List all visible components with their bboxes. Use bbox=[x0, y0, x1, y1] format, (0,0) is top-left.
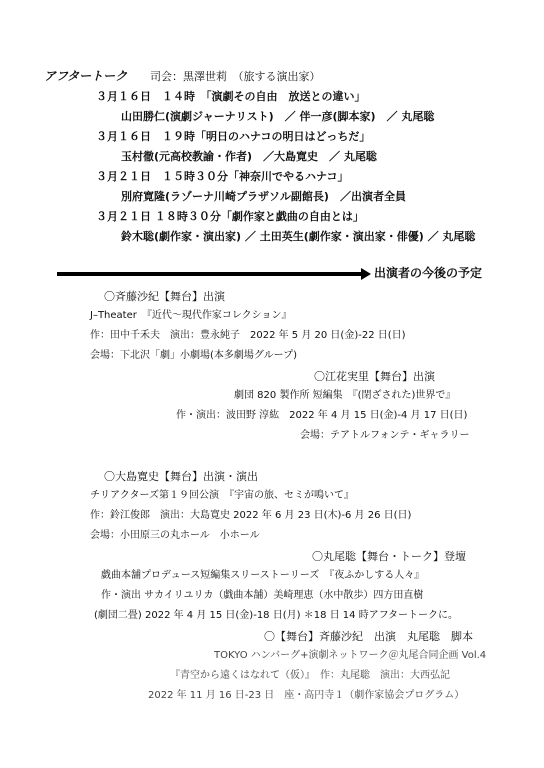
session-members: 山田勝仁(演劇ジャーナリスト) ／ 伴一彦(脚本家) ／ 丸尾聡 bbox=[121, 110, 435, 123]
entry-line: 作・演出 サカイリユリカ（戯曲本舗）美崎理恵（水中散歩）四方田直樹 bbox=[101, 590, 424, 601]
entry-line: 作：鈴江俊郎 演出：大島寛史 2022 年 6 月 23 日(木)-6 月 26 日(日) bbox=[90, 510, 412, 521]
entry-line: 会場：テアトルフォンテ・ギャラリー bbox=[300, 430, 470, 441]
entry-line: (劇団二畳) 2022 年 4 月 15 日(金)-18 日(月) ＊18 日 14 時アフタートークに。 bbox=[94, 610, 458, 621]
session-date: ３月２１日 １５時３０分「神奈川でやるハナコ」 bbox=[96, 170, 349, 183]
entry-title: 〇大島寛史【舞台】出演・演出 bbox=[104, 470, 258, 483]
schedule-heading: 出演者の今後の予定 bbox=[374, 266, 483, 280]
aftertalk-mc: 司会：黒澤世莉 （旅する演出家） bbox=[150, 70, 321, 83]
entry-line: 会場：下北沢「劇」小劇場(本多劇場グループ) bbox=[90, 350, 298, 361]
entry-title: 〇【舞台】斉藤沙紀 出演 丸尾聡 脚本 bbox=[264, 630, 473, 643]
entry-line: 戯曲本舗プロデュース短編集スリーストーリーズ 『夜ふかしする人々』 bbox=[101, 570, 425, 581]
entry-line: J–Theater 『近代〜現代作家コレクション』 bbox=[90, 310, 292, 321]
entry-line: TOKYO ハンバーグ+演劇ネットワーク＠丸尾合同企画 Vol.4 bbox=[214, 650, 487, 661]
entry-line: 作・演出：波田野 淳紘 2022 年 4 月 15 日(金)-4 月 17 日(日) bbox=[176, 410, 468, 421]
entry-line: 会場：小田原三の丸ホール 小ホール bbox=[90, 530, 260, 541]
entry-line: 『青空から遠くはなれて（仮）』 作：丸尾聡 演出：大西弘記 bbox=[170, 670, 450, 681]
arrow-right-icon bbox=[361, 268, 371, 280]
entry-line: 作：田中千禾夫 演出：豊永純子 2022 年 5 月 20 日(金)-22 日(日) bbox=[90, 330, 406, 341]
session-date: ３月１６日 １９時「明日のハナコの明日はどっちだ」 bbox=[96, 130, 371, 143]
entry-title: 〇斉藤沙紀【舞台】出演 bbox=[104, 290, 225, 303]
entry-line: 2022 年 11 月 16 日-23 日 座・高円寺１（劇作家協会プログラム） bbox=[148, 690, 465, 701]
entry-line: チリアクターズ第１９回公演 『宇宙の旅、セミが鳴いて』 bbox=[90, 490, 354, 501]
entry-title: 〇丸尾聡【舞台・トーク】登壇 bbox=[312, 550, 466, 563]
session-members: 鈴木聡(劇作家・演出家) ／ 土田英生(劇作家・演出家・俳優) ／ 丸尾聡 bbox=[121, 230, 476, 243]
session-members: 玉村徹(元高校教諭・作者) ／大島寛史 ／ 丸尾聡 bbox=[121, 150, 377, 163]
entry-title: 〇江花実里【舞台】出演 bbox=[314, 370, 435, 383]
entry-line: 劇団 820 製作所 短編集 『(閉ざされた)世界で』 bbox=[234, 390, 456, 401]
session-date: ３月１６日 １４時 「演劇その自由 放送との違い」 bbox=[96, 90, 366, 103]
divider-arrow-shaft bbox=[57, 272, 363, 276]
session-date: ３月２１日 １８時３０分「劇作家と戯曲の自由とは」 bbox=[96, 210, 364, 223]
session-members: 別府寛隆(ラゾーナ川崎プラザソル副館長) ／出演者全員 bbox=[121, 190, 406, 203]
aftertalk-heading: アフタートーク bbox=[44, 69, 128, 83]
